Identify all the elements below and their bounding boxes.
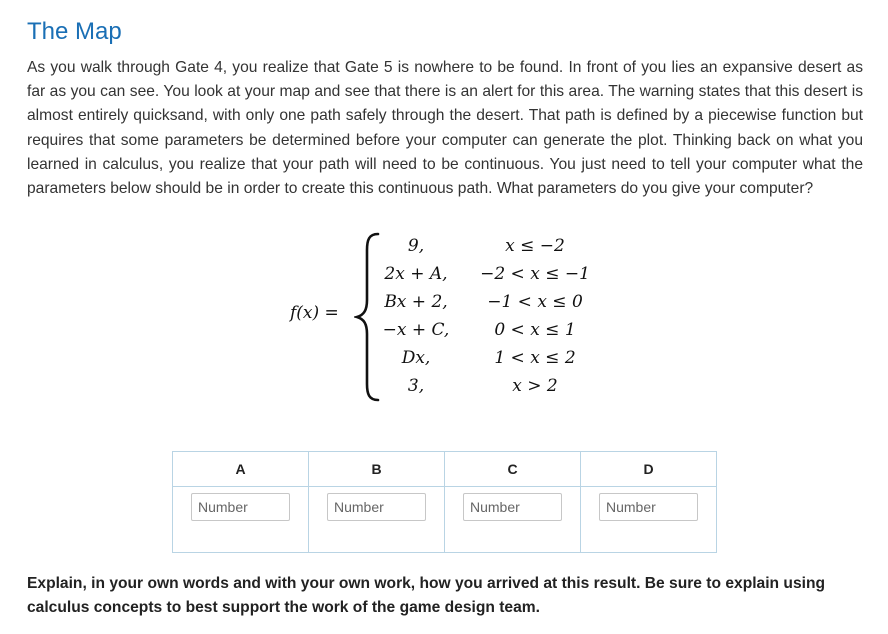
case-cond-6: x > 2 [512, 376, 558, 396]
cell-b [309, 487, 445, 553]
case-cond-2: −2 < x ≤ −1 [480, 264, 590, 284]
case-expr-1: 9, [407, 236, 425, 256]
input-b[interactable] [327, 493, 426, 521]
case-cond-1: x ≤ −2 [505, 236, 565, 256]
answer-header-row [173, 452, 717, 487]
page-title: The Map [27, 18, 122, 45]
input-d[interactable] [599, 493, 698, 521]
case-expr-3: Bx + 2, [384, 292, 448, 312]
case-cond-5: 1 < x ≤ 2 [494, 348, 576, 368]
header-c: C [445, 452, 581, 487]
case-expr-6: 3, [407, 376, 425, 396]
problem-statement: As you walk through Gate 4, you realize that Gate 5 is nowhere to be found. In front of you lies an expansive desert as far as you can see. You look at your map and see that there is an alert for this area. The warning states that this desert is almost entirely quicksand, with only one path safely through the desert. That path is defined by a piecewise function but requires that some parameters be determined before your computer can generate the plot. Thinking back on what you learned in calculus, you realize that your path will need to be continuous. You just need to tell your computer what the parameters below should be in order to create this continuous path. What parameters do you give your computer? [27, 59, 863, 198]
answer-table [172, 451, 717, 553]
input-c[interactable] [463, 493, 562, 521]
case-expr-4: −x + C, [382, 320, 450, 340]
header-d: D [581, 452, 717, 487]
header-b: B [309, 452, 445, 487]
case-expr-2: 2x + A, [384, 264, 448, 284]
cell-a [173, 487, 309, 553]
case-expr-5: Dx, [401, 348, 431, 368]
cell-c [445, 487, 581, 553]
case-cond-4: 0 < x ≤ 1 [494, 320, 576, 340]
explain-prompt: Explain, in your own words and with your own work, how you arrived at this result. Be sure to explain using calculus concepts to best support the work of the game design team. [27, 575, 825, 617]
input-a[interactable] [191, 493, 290, 521]
answer-input-row [173, 487, 717, 553]
function-lhs: f(x) = [290, 303, 339, 323]
case-cond-3: −1 < x ≤ 0 [487, 292, 583, 312]
header-a: A [173, 452, 309, 487]
cell-d [581, 487, 717, 553]
